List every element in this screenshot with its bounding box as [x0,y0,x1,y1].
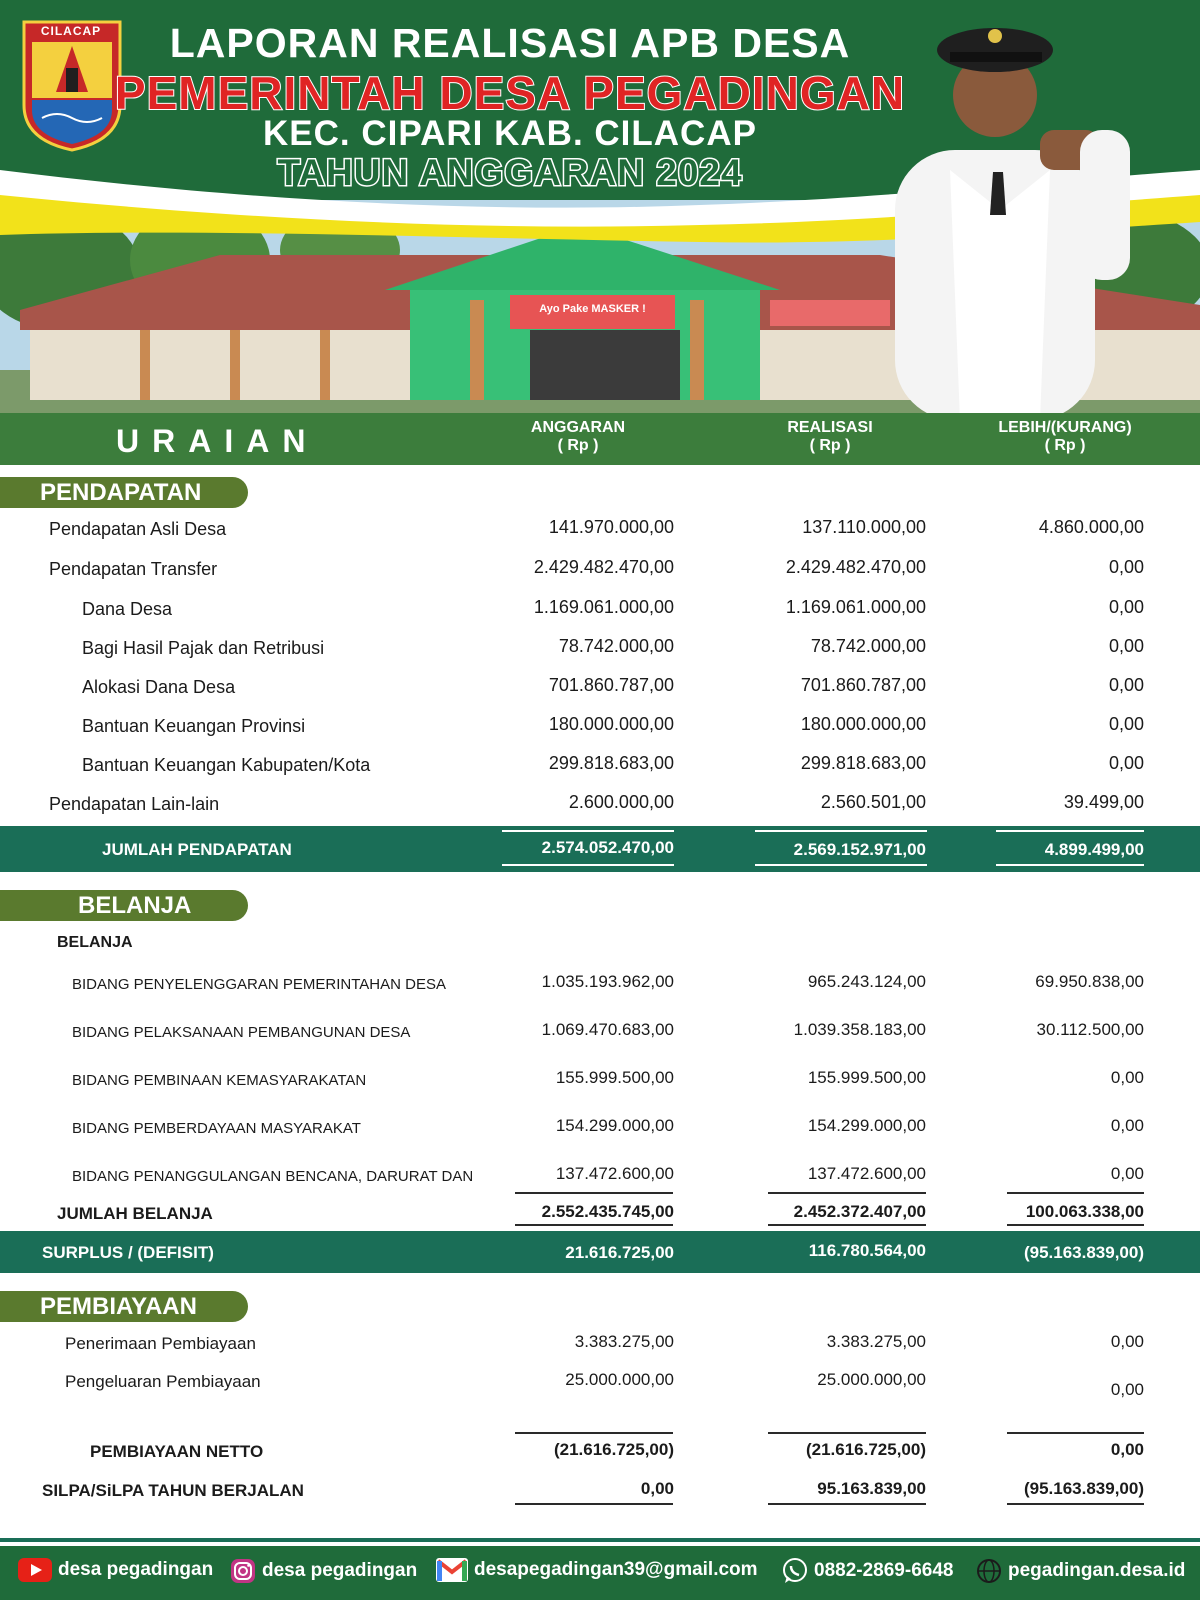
row-anggaran: 78.742.000,00 [558,636,674,656]
row-label: Penerimaan Pembiayaan [65,1334,256,1353]
row-anggaran: 1.069.470.683,00 [541,1020,674,1039]
row-label: Pengeluaran Pembiayaan [65,1372,261,1391]
divider [755,864,927,866]
lebih-header-label: LEBIH/(KURANG) [998,419,1132,436]
row-anggaran: 155.999.500,00 [555,1068,674,1087]
youtube-handle: desa pegadingan [58,1559,214,1580]
netto-selisih: 0,00 [1110,1440,1144,1459]
divider [755,830,927,832]
row-realisasi: 1.169.061.000,00 [785,597,926,617]
pembiayaan-netto-row [0,1438,1200,1468]
total-label: JUMLAH BELANJA [57,1204,213,1223]
row-label: BELANJA [57,934,133,951]
row-selisih: 0,00 [1108,753,1144,773]
silpa-label: SILPA/SiLPA TAHUN BERJALAN [42,1481,304,1500]
row-realisasi: 3.383.275,00 [826,1332,926,1351]
whatsapp-icon [782,1558,808,1584]
row-anggaran: 154.299.000,00 [555,1116,674,1135]
table-row [0,555,1200,585]
total-realisasi: 2.452.372.407,00 [793,1202,926,1221]
globe-icon [976,1558,1002,1584]
header [0,0,1200,420]
divider [996,864,1144,866]
report-title: LAPORAN REALISASI APB DESA [169,20,851,66]
total-anggaran: 2.574.052.470,00 [541,838,674,857]
instagram-link[interactable] [230,1558,417,1584]
row-selisih: 0,00 [1108,597,1144,617]
row-anggaran: 701.860.787,00 [548,675,674,695]
email-link[interactable] [436,1558,758,1582]
divider [768,1503,926,1505]
table-row [0,595,1200,625]
table-row [0,1162,1200,1192]
total-label: JUMLAH PENDAPATAN [102,840,292,859]
row-anggaran: 1.169.061.000,00 [533,597,674,617]
netto-realisasi: (21.616.725,00) [805,1440,926,1459]
row-label: Dana Desa [82,599,173,619]
row-label: Bagi Hasil Pajak dan Retribusi [82,638,325,658]
divider [1007,1224,1144,1226]
uraian-header: URAIAN [116,423,319,459]
row-anggaran: 180.000.000,00 [548,714,674,734]
table-row [0,790,1200,820]
row-label: Pendapatan Transfer [49,559,218,579]
row-anggaran: 25.000.000,00 [565,1370,674,1389]
row-realisasi: 701.860.787,00 [800,675,926,695]
total-realisasi: 2.569.152.971,00 [793,840,926,859]
total-anggaran: 2.552.435.745,00 [541,1202,674,1221]
divider [996,830,1144,832]
row-realisasi: 299.818.683,00 [800,753,926,773]
row-realisasi: 180.000.000,00 [800,714,926,734]
instagram-icon [230,1558,256,1584]
instagram-handle: desa pegadingan [262,1560,418,1581]
surplus-label: SURPLUS / (DEFISIT) [42,1243,214,1262]
divider [768,1432,926,1434]
youtube-link[interactable] [18,1558,213,1582]
row-anggaran: 3.383.275,00 [574,1332,674,1351]
belanja-section-label: BELANJA [0,890,248,921]
row-label: Alokasi Dana Desa [82,677,236,697]
lebih-header-unit: ( Rp ) [1044,437,1086,454]
anggaran-header [498,419,658,455]
surplus-selisih: (95.163.839,00) [1023,1243,1144,1262]
table-row [0,751,1200,781]
jumlah-pendapatan-band [0,826,1200,872]
footer-contacts [0,1546,1200,1600]
row-realisasi: 2.429.482.470,00 [785,557,926,577]
pendapatan-section-label: PENDAPATAN [0,477,248,508]
anggaran-header-unit: ( Rp ) [557,437,599,454]
realisasi-header-unit: ( Rp ) [809,437,851,454]
table-row [0,970,1200,1000]
row-realisasi: 2.560.501,00 [820,792,926,812]
table-row [0,712,1200,742]
youtube-icon [18,1558,52,1582]
row-selisih: 0,00 [1110,1068,1144,1087]
row-realisasi: 137.472.600,00 [807,1164,926,1183]
table-row [0,1066,1200,1096]
row-realisasi: 154.299.000,00 [807,1116,926,1135]
surplus-defisit-band [0,1231,1200,1273]
netto-anggaran: (21.616.725,00) [553,1440,674,1459]
divider [1007,1432,1144,1434]
total-selisih: 100.063.338,00 [1025,1202,1144,1221]
fiscal-year-title: TAHUN ANGGARAN 2024 [277,152,743,193]
divider [768,1224,926,1226]
row-selisih: 39.499,00 [1063,792,1144,812]
table-row [0,1018,1200,1048]
row-label: Bantuan Keuangan Kabupaten/Kota [82,755,371,775]
surplus-realisasi: 116.780.564,00 [808,1241,926,1260]
whatsapp-link[interactable] [782,1558,953,1584]
row-selisih: 0,00 [1108,714,1144,734]
divider [515,1503,673,1505]
row-selisih: 0,00 [1110,1332,1144,1351]
table-row [0,1368,1200,1398]
row-selisih: 30.112.500,00 [1036,1020,1144,1039]
row-label: BIDANG PENANGGULANGAN BENCANA, DARURAT DAN [72,1168,474,1185]
anggaran-header-label: ANGGARAN [530,419,626,436]
divider [1007,1192,1144,1194]
pembiayaan-section-label: PEMBIAYAAN [0,1291,248,1322]
row-selisih: 0,00 [1108,636,1144,656]
divider [515,1192,673,1194]
district-title: KEC. CIPARI KAB. CILACAP [263,114,757,153]
row-realisasi: 1.039.358.183,00 [793,1020,926,1039]
row-selisih: 0,00 [1108,675,1144,695]
silpa-realisasi: 95.163.839,00 [817,1479,926,1498]
row-selisih: 0,00 [1110,1164,1144,1183]
table-row [0,634,1200,664]
logo-label: CILACAP [40,24,102,38]
table-row [0,515,1200,545]
total-selisih: 4.899.499,00 [1044,840,1144,859]
row-label: BIDANG PEMBERDAYAAN MASYARAKAT [72,1120,361,1137]
surplus-anggaran: 21.616.725,00 [565,1243,674,1262]
row-label: Pendapatan Asli Desa [49,519,227,539]
row-anggaran: 141.970.000,00 [548,517,674,537]
footer-divider [0,1538,1200,1542]
row-label: BIDANG PELAKSANAAN PEMBANGUNAN DESA [72,1024,411,1041]
row-selisih: 0,00 [1108,557,1144,577]
row-realisasi: 78.742.000,00 [810,636,926,656]
row-selisih: 69.950.838,00 [1035,972,1144,991]
row-anggaran: 137.472.600,00 [555,1164,674,1183]
divider [515,1432,673,1434]
divider [502,830,674,832]
divider [515,1224,673,1226]
cilacap-logo [22,20,122,152]
row-anggaran: 2.600.000,00 [568,792,674,812]
realisasi-header-label: REALISASI [787,419,873,436]
whatsapp-number: 0882-2869-6648 [814,1560,954,1581]
table-row [0,673,1200,703]
government-title: PEMERINTAH DESA PEGADINGAN [114,67,906,119]
row-label: Bantuan Keuangan Provinsi [82,716,306,736]
building-banner: Ayo Pake MASKER ! [539,303,646,315]
row-anggaran: 2.429.482.470,00 [533,557,674,577]
row-anggaran: 1.035.193.962,00 [541,972,674,991]
row-label: BIDANG PEMBINAAN KEMASYARAKATAN [72,1072,367,1089]
row-realisasi: 137.110.000,00 [802,517,926,537]
row-selisih: 0,00 [1110,1116,1144,1135]
divider [768,1192,926,1194]
row-label: Pendapatan Lain-lain [49,794,220,814]
silpa-selisih: (95.163.839,00) [1023,1479,1144,1498]
website-url: pegadingan.desa.id [1008,1560,1186,1581]
row-realisasi: 965.243.124,00 [807,972,926,991]
row-label: BIDANG PENYELENGGARAN PEMERINTAHAN DESA [72,976,446,993]
lebih-kurang-header [970,419,1160,455]
gmail-icon [436,1558,468,1582]
row-selisih: 0,00 [1110,1380,1144,1399]
belanja-sub-heading [0,930,1200,960]
realisasi-header [750,419,910,455]
website-link[interactable] [976,1558,1185,1584]
row-realisasi: 25.000.000,00 [817,1370,926,1389]
divider [502,864,674,866]
table-row [0,1330,1200,1360]
row-realisasi: 155.999.500,00 [807,1068,926,1087]
netto-label: PEMBIAYAAN NETTO [90,1442,264,1461]
row-anggaran: 299.818.683,00 [548,753,674,773]
divider [1007,1503,1144,1505]
row-selisih: 4.860.000,00 [1038,517,1144,537]
table-row [0,1114,1200,1144]
column-header-band [0,413,1200,465]
silpa-anggaran: 0,00 [640,1479,674,1498]
email-address: desapegadingan39@gmail.com [474,1559,758,1580]
